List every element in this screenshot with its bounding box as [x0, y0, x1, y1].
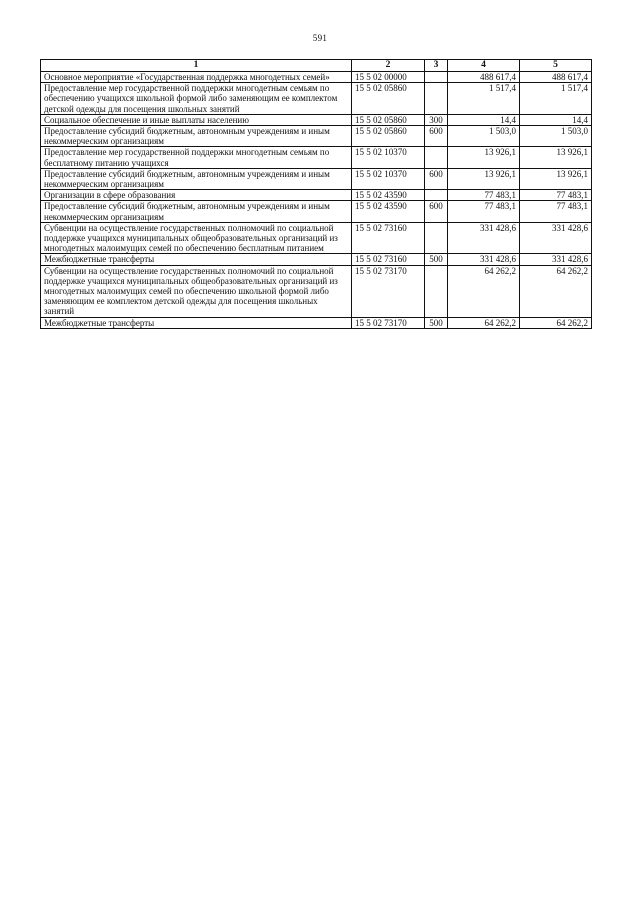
row-value-col5: 331 428,6 [520, 222, 592, 254]
row-name: Социальное обеспечение и иные выплаты населению [41, 114, 352, 125]
row-value-col4: 331 428,6 [448, 222, 520, 254]
column-header-4: 4 [448, 60, 520, 72]
row-code: 15 5 02 05860 [352, 126, 425, 147]
row-value-col5: 488 617,4 [520, 72, 592, 83]
table-row [41, 168, 592, 189]
row-expense-type: 600 [425, 168, 448, 189]
row-expense-type: 500 [425, 254, 448, 265]
table-row [41, 126, 592, 147]
table-row [41, 222, 592, 254]
row-value-col4: 14,4 [448, 114, 520, 125]
row-code: 15 5 02 05860 [352, 83, 425, 115]
row-expense-type [425, 147, 448, 168]
row-value-col4: 331 428,6 [448, 254, 520, 265]
column-header-2: 2 [352, 60, 425, 72]
row-name: Основное мероприятие «Государственная поддержка многодетных семей» [41, 72, 352, 83]
budget-table [40, 59, 592, 329]
row-name: Межбюджетные трансферты [41, 254, 352, 265]
table-row [41, 83, 592, 115]
row-value-col4: 13 926,1 [448, 147, 520, 168]
row-code: 15 5 02 73160 [352, 222, 425, 254]
row-expense-type [425, 83, 448, 115]
row-expense-type [425, 72, 448, 83]
row-value-col4: 488 617,4 [448, 72, 520, 83]
row-code: 15 5 02 73160 [352, 254, 425, 265]
column-header-5: 5 [520, 60, 592, 72]
row-code: 15 5 02 00000 [352, 72, 425, 83]
row-code: 15 5 02 43590 [352, 190, 425, 201]
row-value-col5: 1 503,0 [520, 126, 592, 147]
row-name: Предоставление субсидий бюджетным, автономным учреждениям и иным некоммерческим организациям [41, 201, 352, 222]
row-value-col5: 64 262,2 [520, 317, 592, 328]
row-expense-type: 600 [425, 126, 448, 147]
row-expense-type: 600 [425, 201, 448, 222]
table-row [41, 265, 592, 317]
row-value-col5: 331 428,6 [520, 254, 592, 265]
row-expense-type [425, 222, 448, 254]
row-name: Субвенции на осуществление государственных полномочий по социальной поддержке учащихся муниципальных общеобразовательных организаций из многодетных малоимущих семей по обеспечению бесплатным питанием [41, 222, 352, 254]
row-name: Организации в сфере образования [41, 190, 352, 201]
row-code: 15 5 02 73170 [352, 317, 425, 328]
column-header-3: 3 [425, 60, 448, 72]
row-expense-type: 500 [425, 317, 448, 328]
row-expense-type [425, 265, 448, 317]
page-number: 591 [312, 33, 328, 43]
row-name: Предоставление мер государственной поддержки многодетным семьям по обеспечению учащихся школьной формой либо заменяющим ее комплектом детской одежды для посещения школьных занятий [41, 83, 352, 115]
row-expense-type [425, 190, 448, 201]
row-code: 15 5 02 10370 [352, 168, 425, 189]
table-header-row [41, 60, 592, 72]
table-row [41, 254, 592, 265]
column-header-1: 1 [41, 60, 352, 72]
row-value-col4: 64 262,2 [448, 265, 520, 317]
row-value-col5: 77 483,1 [520, 201, 592, 222]
table-row [41, 147, 592, 168]
row-code: 15 5 02 05860 [352, 114, 425, 125]
row-name: Субвенции на осуществление государственных полномочий по социальной поддержке учащихся муниципальных общеобразовательных организаций из многодетных малоимущих семей по обеспечению школьной формой либо заменяющим ее комплектом детской одежды для посещения школьных занятий [41, 265, 352, 317]
table-row [41, 190, 592, 201]
row-name: Предоставление субсидий бюджетным, автономным учреждениям и иным некоммерческим организациям [41, 126, 352, 147]
row-value-col5: 1 517,4 [520, 83, 592, 115]
row-code: 15 5 02 43590 [352, 201, 425, 222]
row-code: 15 5 02 73170 [352, 265, 425, 317]
row-value-col4: 77 483,1 [448, 201, 520, 222]
row-value-col5: 13 926,1 [520, 147, 592, 168]
row-value-col4: 13 926,1 [448, 168, 520, 189]
row-code: 15 5 02 10370 [352, 147, 425, 168]
row-value-col4: 1 517,4 [448, 83, 520, 115]
row-value-col5: 64 262,2 [520, 265, 592, 317]
row-name: Предоставление субсидий бюджетным, автономным учреждениям и иным некоммерческим организациям [41, 168, 352, 189]
row-expense-type: 300 [425, 114, 448, 125]
row-name: Предоставление мер государственной поддержки многодетным семьям по бесплатному питанию учащихся [41, 147, 352, 168]
table-row [41, 317, 592, 328]
table-row [41, 201, 592, 222]
row-value-col5: 14,4 [520, 114, 592, 125]
table-row [41, 72, 592, 83]
row-name: Межбюджетные трансферты [41, 317, 352, 328]
table-row [41, 114, 592, 125]
row-value-col5: 13 926,1 [520, 168, 592, 189]
row-value-col4: 64 262,2 [448, 317, 520, 328]
row-value-col4: 1 503,0 [448, 126, 520, 147]
row-value-col5: 77 483,1 [520, 190, 592, 201]
row-value-col4: 77 483,1 [448, 190, 520, 201]
